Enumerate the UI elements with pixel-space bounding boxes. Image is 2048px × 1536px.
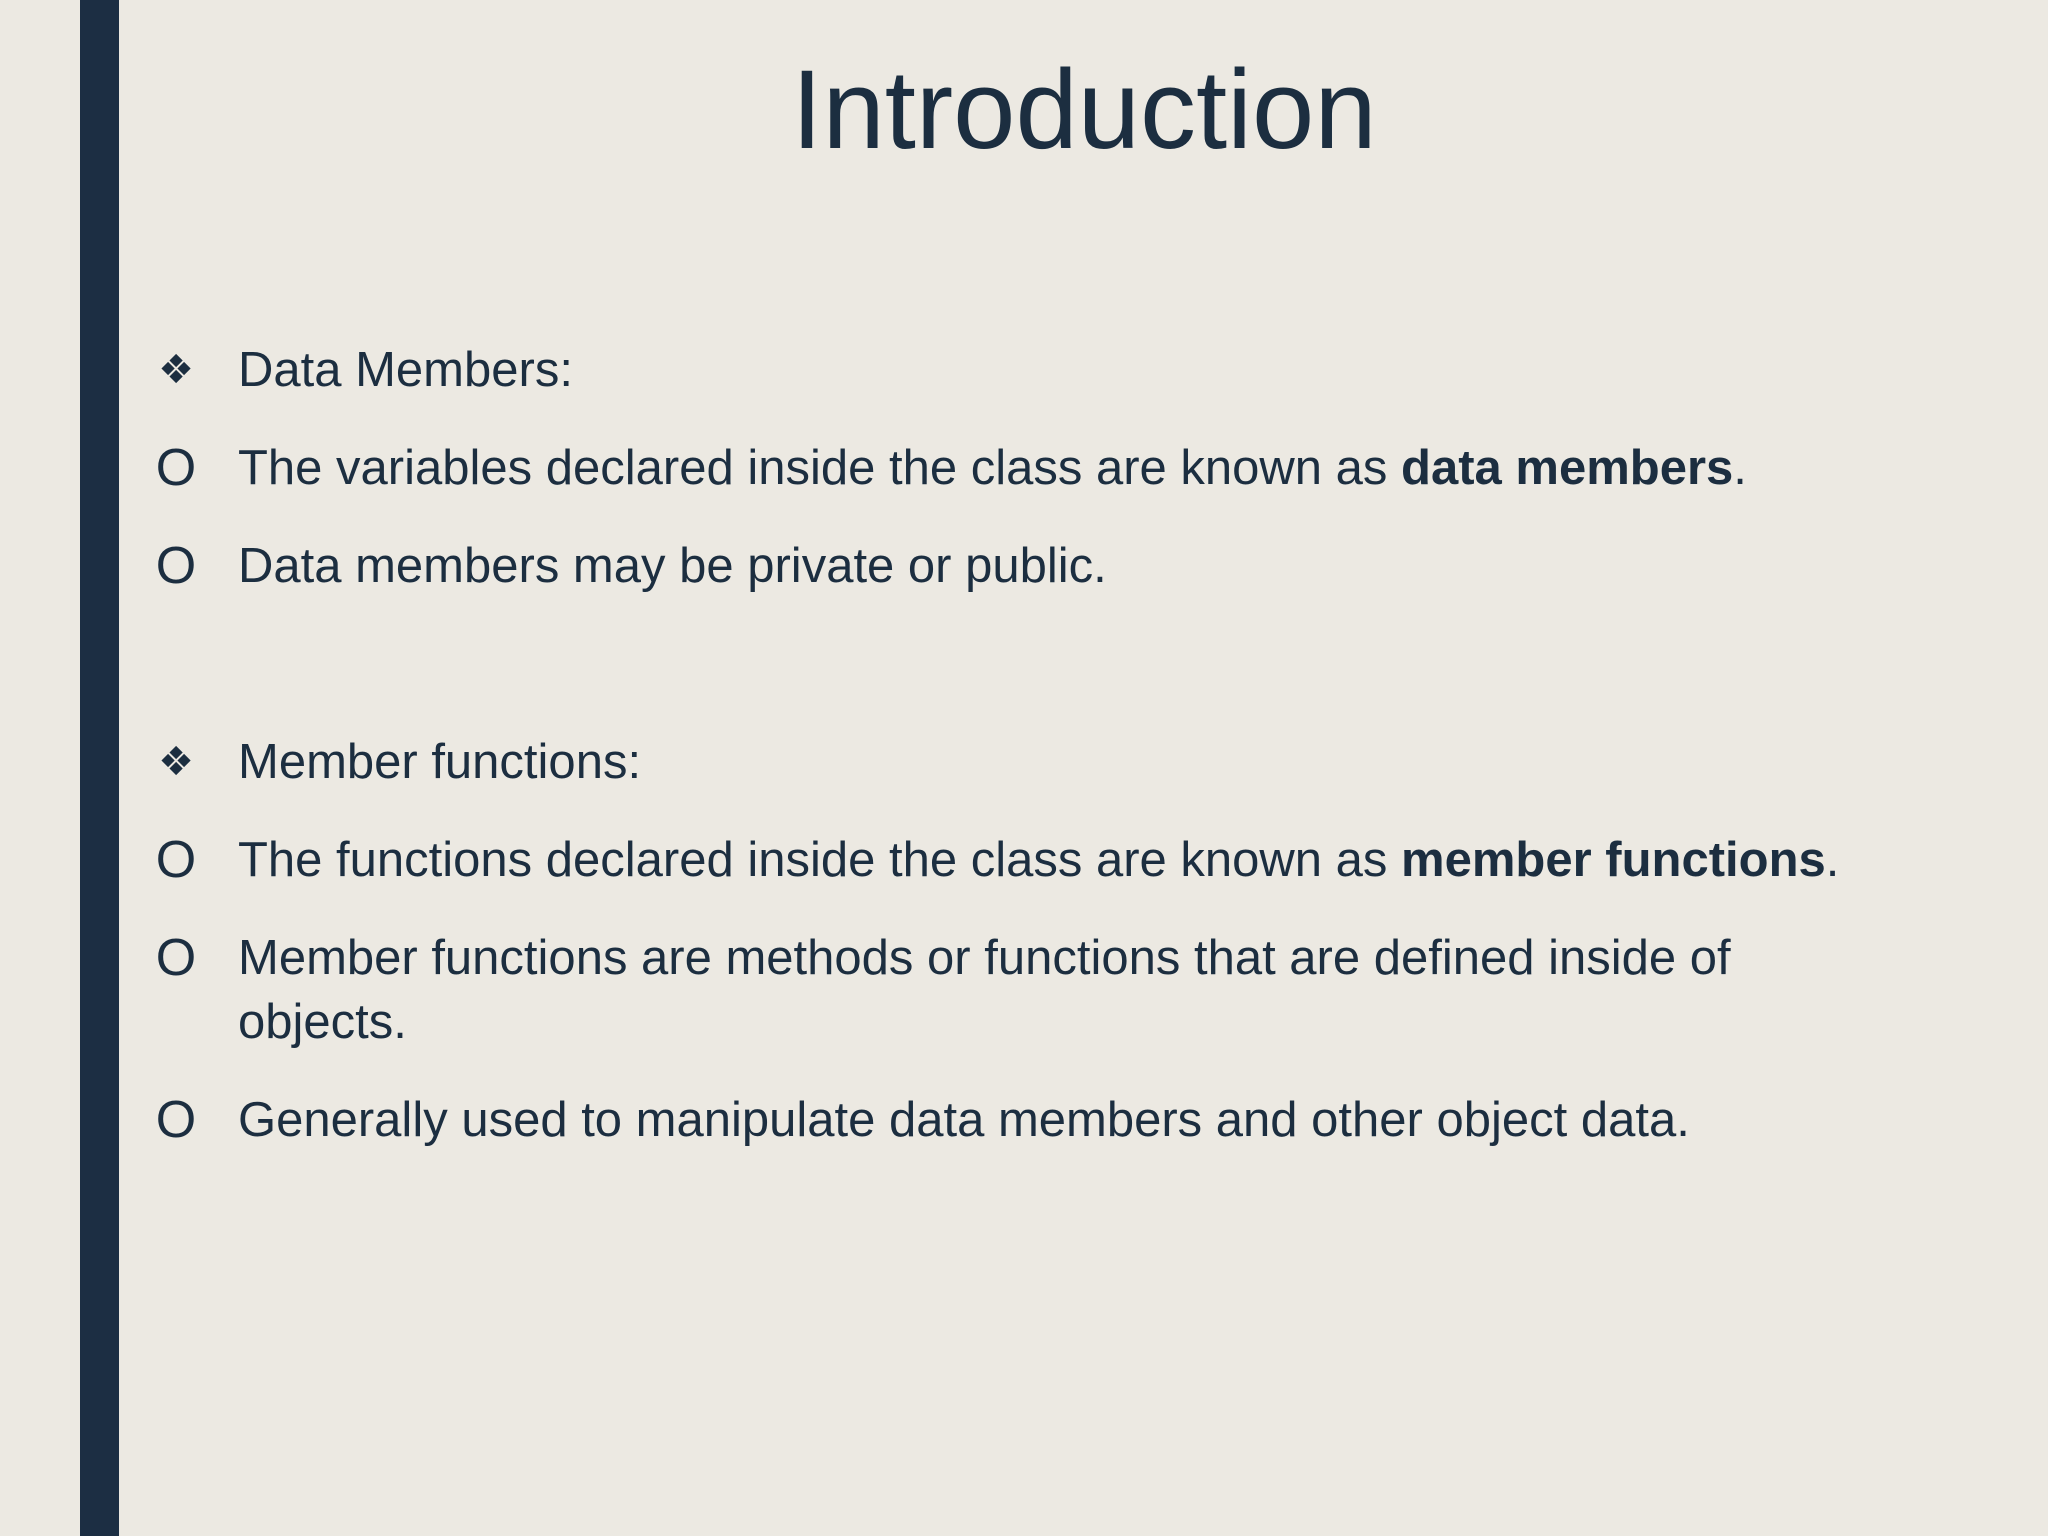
section-heading-label: Member functions: <box>238 735 642 789</box>
ring-bullet-icon: O <box>155 439 197 497</box>
list-item-text: Member functions are methods or functions that are defined inside of objects. <box>238 931 1731 1049</box>
ring-bullet-icon: O <box>155 831 197 889</box>
list-item-bold-term: member functions <box>1401 833 1826 887</box>
list-item-trailing-text: . <box>1733 441 1747 495</box>
list-item-text: Generally used to manipulate data members and other object data. <box>238 1093 1690 1147</box>
ring-bullet-icon: O <box>155 537 197 595</box>
four-diamond-bullet-icon: ❖ <box>158 348 194 392</box>
slide-title: Introduction <box>791 47 1377 172</box>
list-item-text <box>238 436 1958 500</box>
list-item-text: Data members may be private or public. <box>238 539 1107 593</box>
list-item-plain-text: The variables declared inside the class are known as <box>238 441 1402 495</box>
ring-bullet-icon: O <box>155 929 197 987</box>
four-diamond-bullet-icon: ❖ <box>158 740 194 784</box>
section-heading-label: Data Members: <box>238 343 573 397</box>
list-item-plain-text: The functions declared inside the class are known as <box>238 833 1402 887</box>
list-item-text <box>238 828 1958 892</box>
list-item-trailing-text: . <box>1825 833 1840 887</box>
ring-bullet-icon: O <box>155 1091 197 1149</box>
list-item-bold-term: data members <box>1401 441 1734 495</box>
